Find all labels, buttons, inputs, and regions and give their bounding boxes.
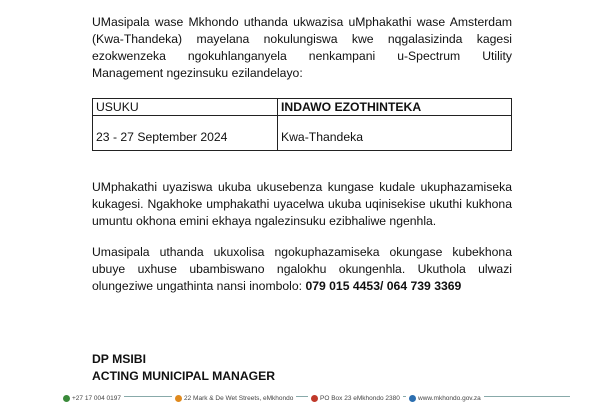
apology-paragraph xyxy=(92,244,512,295)
contact-phones: 079 015 4453/ 064 739 3369 xyxy=(305,279,462,293)
signatory-title: ACTING MUNICIPAL MANAGER xyxy=(92,369,276,383)
schedule-table xyxy=(92,98,512,151)
letterhead-footer xyxy=(60,392,570,403)
footer-address xyxy=(172,395,296,402)
signatory-name: DP MSIBI xyxy=(92,352,146,366)
notice-paragraph: UMphakathi uyaziswa ukuba ukusebenza kungase kudale ukuphazamiseka kukagesi. Ngakhoke umphakathi uyacelwa ukuba uqinisekise ukuthi kukhona umuntu okhona emini ekhaya ngalezinsuku ezibhaliwe ngenhla. xyxy=(92,180,512,228)
footer-address-text: 22 Mark & De Wet Streets, eMkhondo xyxy=(184,395,294,402)
intro-paragraph: UMasipala wase Mkhondo uthanda ukwazisa uMphakathi wase Amsterdam (Kwa-Thandeka) mayelana nokulungiswa kwe nqgalasizinda kagesi ezokwenzeka ngokuhlanganyela nenkampani u-Spectrum Utility Management ngezinsuku ezilandelayo: xyxy=(92,15,512,80)
footer-website xyxy=(406,395,484,402)
location-icon xyxy=(175,395,182,402)
footer-pobox xyxy=(308,395,403,402)
table-row xyxy=(93,116,512,151)
apology-text: Umasipala uthanda ukuxolisa ngokuphazamiseka okungase kubekhona ubuye uxhuse ubambiswano ngalokhu okungenhla. Ukuthola ulwazi olungeziwe ungathinta nansi inombolo: xyxy=(92,245,512,293)
mailbox-icon xyxy=(311,395,318,402)
document-body xyxy=(92,14,512,385)
footer-phone-text: +27 17 004 0197 xyxy=(72,395,121,402)
phone-icon xyxy=(63,395,70,402)
table-header-row xyxy=(93,99,512,116)
footer-website-text: www.mkhondo.gov.za xyxy=(418,395,481,402)
row-date: 23 - 27 September 2024 xyxy=(93,116,278,151)
header-date: USUKU xyxy=(93,99,278,116)
header-area: INDAWO EZOTHINTEKA xyxy=(278,99,512,116)
footer-pobox-text: PO Box 23 eMkhondo 2380 xyxy=(320,395,400,402)
signature-block xyxy=(92,351,512,385)
footer-phone xyxy=(60,395,124,402)
row-area: Kwa-Thandeka xyxy=(278,116,512,151)
globe-icon xyxy=(409,395,416,402)
